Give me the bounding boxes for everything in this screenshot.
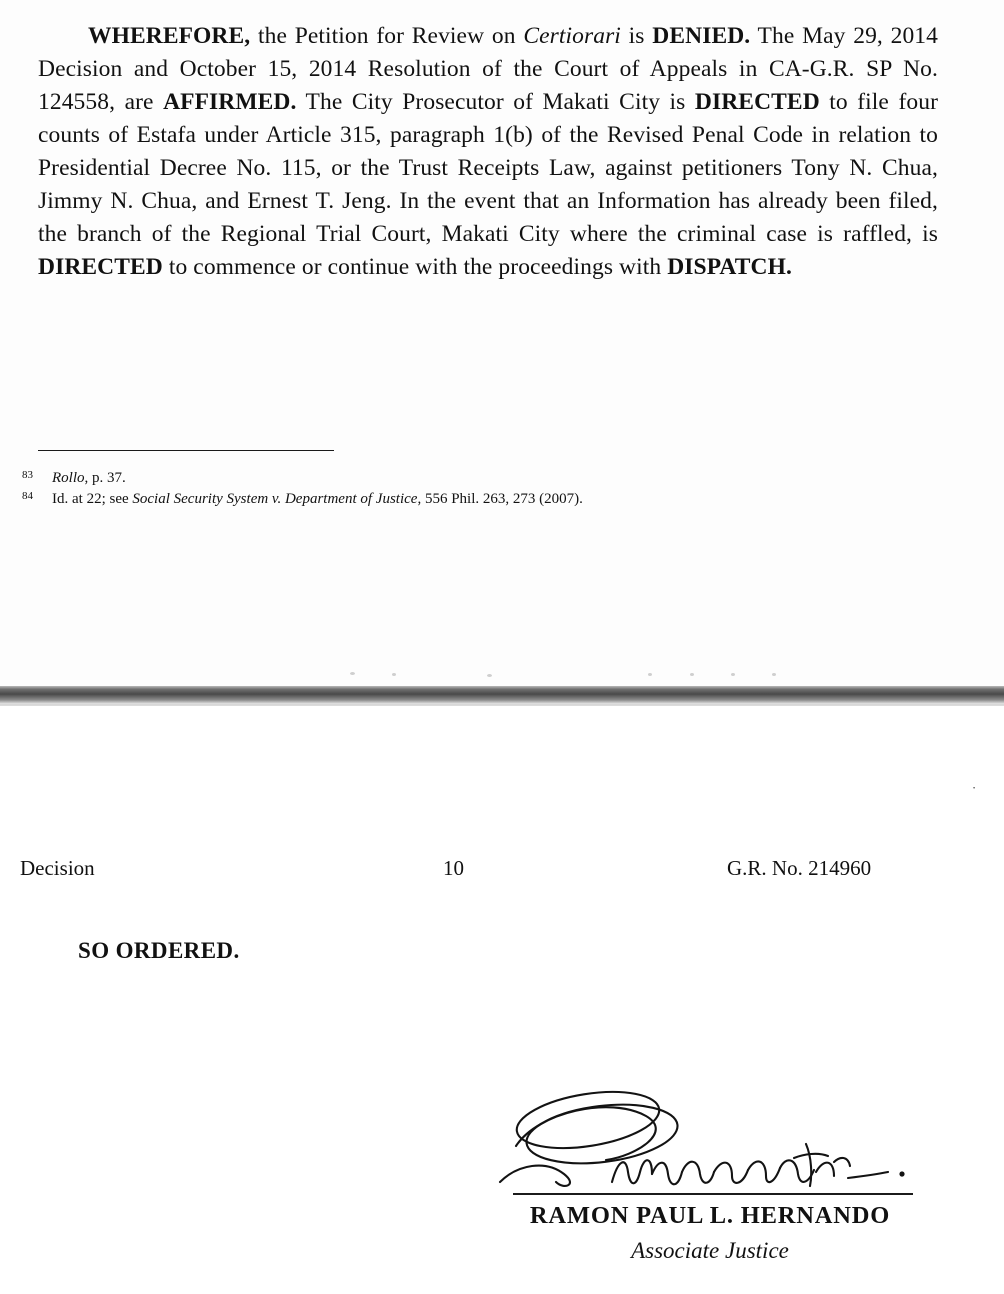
- footnote-item: [22, 468, 902, 489]
- signature-line: [513, 1193, 913, 1195]
- text-run: , p. 37.: [84, 470, 126, 486]
- so-ordered-text: SO ORDERED.: [78, 938, 240, 963]
- text-run: DISPATCH.: [667, 254, 792, 280]
- signatory-name: RAMON PAUL L. HERNANDO: [529, 1202, 891, 1229]
- signature-ramon-paul-l-hernando-icon: [460, 1086, 960, 1206]
- running-head-left: Decision: [20, 856, 95, 880]
- text-run: AFFIRMED.: [163, 89, 297, 115]
- text-run: The May 29, 2014 Decision and October 15, 2014 Resolution of the Court of Appeals in CA-G.R. SP No. 124558, are: [38, 23, 939, 115]
- text-run: Social Security System v. Department of Justice: [132, 491, 418, 507]
- page-number: 10: [443, 856, 464, 880]
- scan-speckle: [648, 673, 652, 676]
- text-run: Rollo: [52, 470, 85, 486]
- text-run: the Petition for Review on: [250, 23, 524, 49]
- wherefore-paragraph: [38, 20, 938, 284]
- scan-speckle: [772, 673, 776, 676]
- text-run: is: [620, 23, 653, 49]
- footnote-list: [22, 468, 902, 510]
- scan-speckle: [690, 673, 694, 676]
- text-run: to file four counts of Estafa under Article 315, paragraph 1(b) of the Revised Penal Code in relation to Presidential Decree No. 115, or the Trust Receipts Law, against petitioners Tony N. Chua, Jimmy N. Chua, and Ernest T. Jeng. In the event that an Information has already been filed, the branch of the Regional Trial Court, Makati City where the criminal case is raffled, is: [38, 89, 939, 247]
- current-page-sheet: [0, 706, 1004, 1294]
- text-run: to commence or continue with the proceedings with: [162, 254, 668, 280]
- scan-speckle: [392, 673, 396, 676]
- text-run: DIRECTED: [38, 254, 163, 280]
- footnote-item: [22, 489, 902, 510]
- signature-block: [460, 1086, 960, 1286]
- footnote-text-84: [52, 491, 583, 507]
- footnote-text-83: [52, 470, 126, 486]
- text-run: DENIED.: [652, 23, 751, 49]
- scan-speckle: [487, 674, 492, 677]
- footnote-separator-rule: [38, 450, 334, 451]
- footnote-marker: 84: [22, 490, 33, 502]
- scan-speckle: [731, 673, 735, 676]
- running-head-right: G.R. No. 214960: [727, 856, 872, 880]
- sheet-edge-band: [0, 686, 1004, 704]
- paragraph-runs: [38, 23, 938, 280]
- text-run: The City Prosecutor of Makati City is: [296, 89, 695, 115]
- text-run: WHEREFORE,: [88, 23, 251, 49]
- stray-pen-mark: ·: [970, 779, 978, 796]
- text-run: DIRECTED: [694, 89, 820, 115]
- text-run: , 556 Phil. 263, 273 (2007).: [417, 491, 583, 507]
- signatory-title: Associate Justice: [631, 1238, 789, 1263]
- footnote-marker: 83: [22, 469, 33, 481]
- scan-speckle: [350, 672, 355, 675]
- text-run: Id. at 22; see: [52, 491, 133, 507]
- text-run: Certiorari: [523, 23, 621, 49]
